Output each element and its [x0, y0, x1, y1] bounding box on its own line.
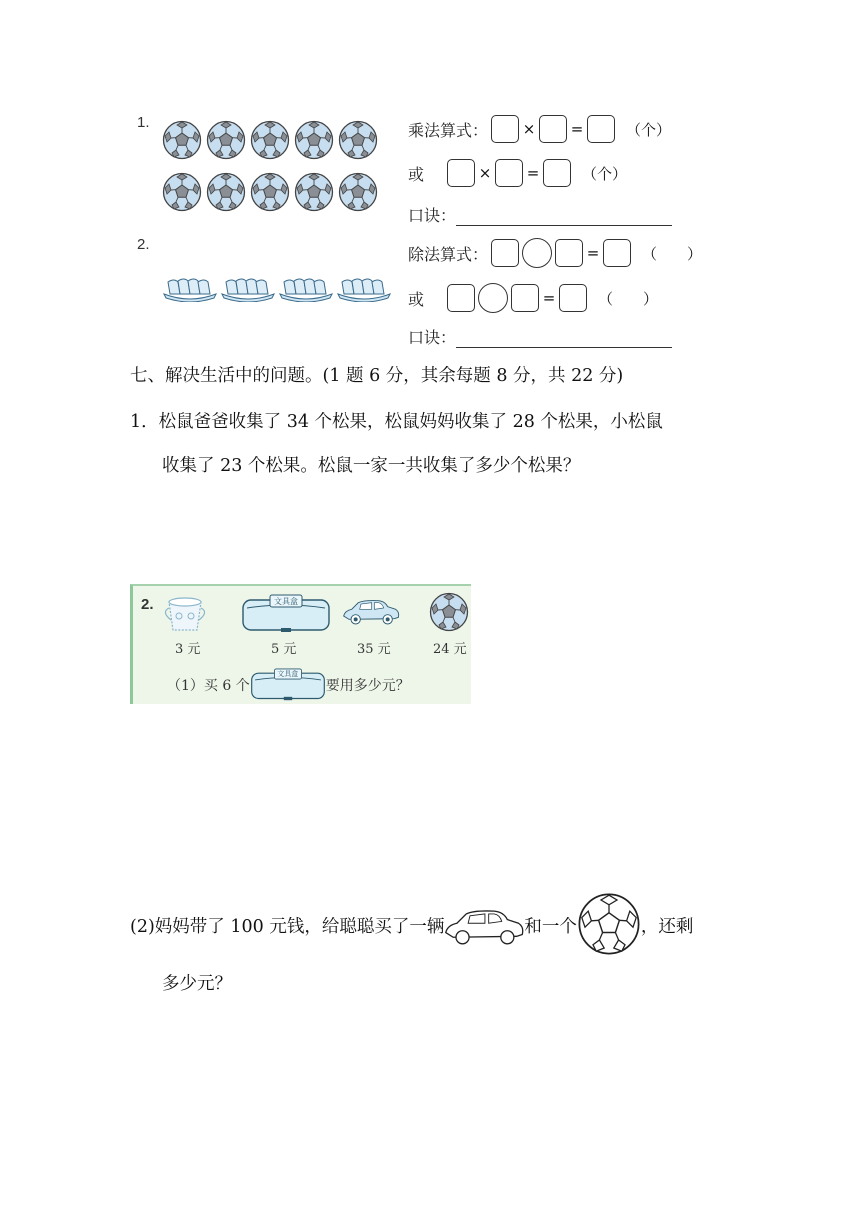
pencil-box-item	[241, 594, 331, 634]
answer-box[interactable]	[539, 115, 567, 143]
plate-stack-icon	[162, 276, 218, 302]
koujue-row-1	[408, 203, 672, 226]
equals-sign: =	[542, 289, 556, 307]
answer-box[interactable]	[555, 239, 583, 267]
soccer-ball-icon	[294, 120, 334, 160]
question-suffix: 要用多少元？	[325, 678, 410, 694]
answer-line[interactable]	[456, 329, 672, 348]
answer-box[interactable]	[543, 159, 571, 187]
soccer-ball-icon	[338, 120, 378, 160]
plate-stack-icon	[336, 276, 392, 302]
unit-blank: （ ）	[642, 244, 703, 263]
answer-box[interactable]	[495, 159, 523, 187]
multiplication-row-1	[408, 115, 671, 143]
answer-box[interactable]	[491, 239, 519, 267]
koujue-label: 口诀：	[408, 206, 457, 225]
plate-stack-icon	[278, 276, 334, 302]
price-ball: 24 元	[433, 642, 467, 657]
problem-2-text-post: ，还剩	[640, 917, 694, 937]
cup-icon	[163, 594, 207, 634]
soccer-ball-icon	[250, 120, 290, 160]
soccer-ball-icon	[162, 120, 202, 160]
times-sign: ×	[522, 120, 536, 138]
equals-sign: =	[526, 164, 540, 182]
problem-2-text-pre: (2)妈妈带了 100 元钱，给聪聪买了一辆	[130, 917, 445, 937]
division-row-1	[408, 238, 702, 268]
or-label: 或	[408, 289, 425, 309]
pencil-box-inline	[250, 668, 326, 702]
answer-box[interactable]	[587, 115, 615, 143]
question-number-2: 2.	[137, 236, 150, 253]
unit-label: （个）	[582, 164, 628, 183]
soccer-ball-icon	[206, 120, 246, 160]
soccer-ball-icon	[429, 592, 469, 632]
problem-1-line-2: 收集了 23 个松果。松鼠一家一共收集了多少个松果？	[162, 456, 581, 476]
question-number-1: 1.	[137, 114, 150, 131]
multiplication-row-2	[408, 159, 627, 187]
soccer-ball-group	[162, 120, 378, 212]
answer-box[interactable]	[559, 284, 587, 312]
price-pencil-box: 5 元	[271, 642, 297, 657]
problem-1-line-1: 1．松鼠爸爸收集了 34 个松果，松鼠妈妈收集了 28 个松果，小松鼠	[130, 412, 663, 432]
soccer-ball-icon	[250, 172, 290, 212]
unit-blank: （ ）	[598, 289, 659, 308]
koujue-label: 口诀：	[408, 328, 457, 347]
price-cup: 3 元	[175, 642, 201, 657]
or-label: 或	[408, 164, 425, 184]
operator-circle[interactable]	[522, 238, 552, 268]
answer-box[interactable]	[447, 159, 475, 187]
answer-box[interactable]	[511, 284, 539, 312]
pencil-box-label: 文具盒	[277, 670, 299, 678]
answer-line[interactable]	[456, 207, 672, 226]
unit-label: （个）	[626, 120, 672, 139]
times-sign: ×	[478, 164, 492, 182]
shop-panel	[130, 584, 471, 704]
soccer-ball-icon	[294, 172, 334, 212]
soccer-ball-icon	[162, 172, 202, 212]
answer-box[interactable]	[447, 284, 475, 312]
operator-circle[interactable]	[478, 283, 508, 313]
car-icon	[341, 596, 401, 628]
question-prefix: （1）买 6 个	[167, 678, 250, 694]
plate-stack-icon	[220, 276, 276, 302]
koujue-row-2	[408, 325, 672, 348]
problem-2-text-mid: 和一个	[524, 917, 577, 937]
answer-box[interactable]	[491, 115, 519, 143]
pencil-box-label: 文具盒	[274, 597, 298, 606]
panel-number: 2.	[141, 596, 154, 613]
equals-sign: =	[586, 244, 600, 262]
panel-question	[167, 668, 410, 702]
soccer-ball-icon	[577, 892, 641, 956]
section-heading: 七、解决生活中的问题。(1 题 6 分，其余每题 8 分，共 22 分)	[130, 366, 624, 386]
soccer-ball-icon	[206, 172, 246, 212]
equals-sign: =	[570, 120, 584, 138]
division-label: 除法算式：	[408, 244, 489, 264]
plate-stack-group	[162, 276, 392, 302]
answer-box[interactable]	[603, 239, 631, 267]
car-icon	[442, 904, 526, 950]
problem-2-line-2: 多少元？	[162, 974, 232, 994]
price-car: 35 元	[357, 642, 391, 657]
soccer-ball-icon	[338, 172, 378, 212]
problem-2-line-1	[130, 898, 693, 956]
multiplication-label: 乘法算式：	[408, 120, 489, 140]
division-row-2	[408, 283, 658, 313]
